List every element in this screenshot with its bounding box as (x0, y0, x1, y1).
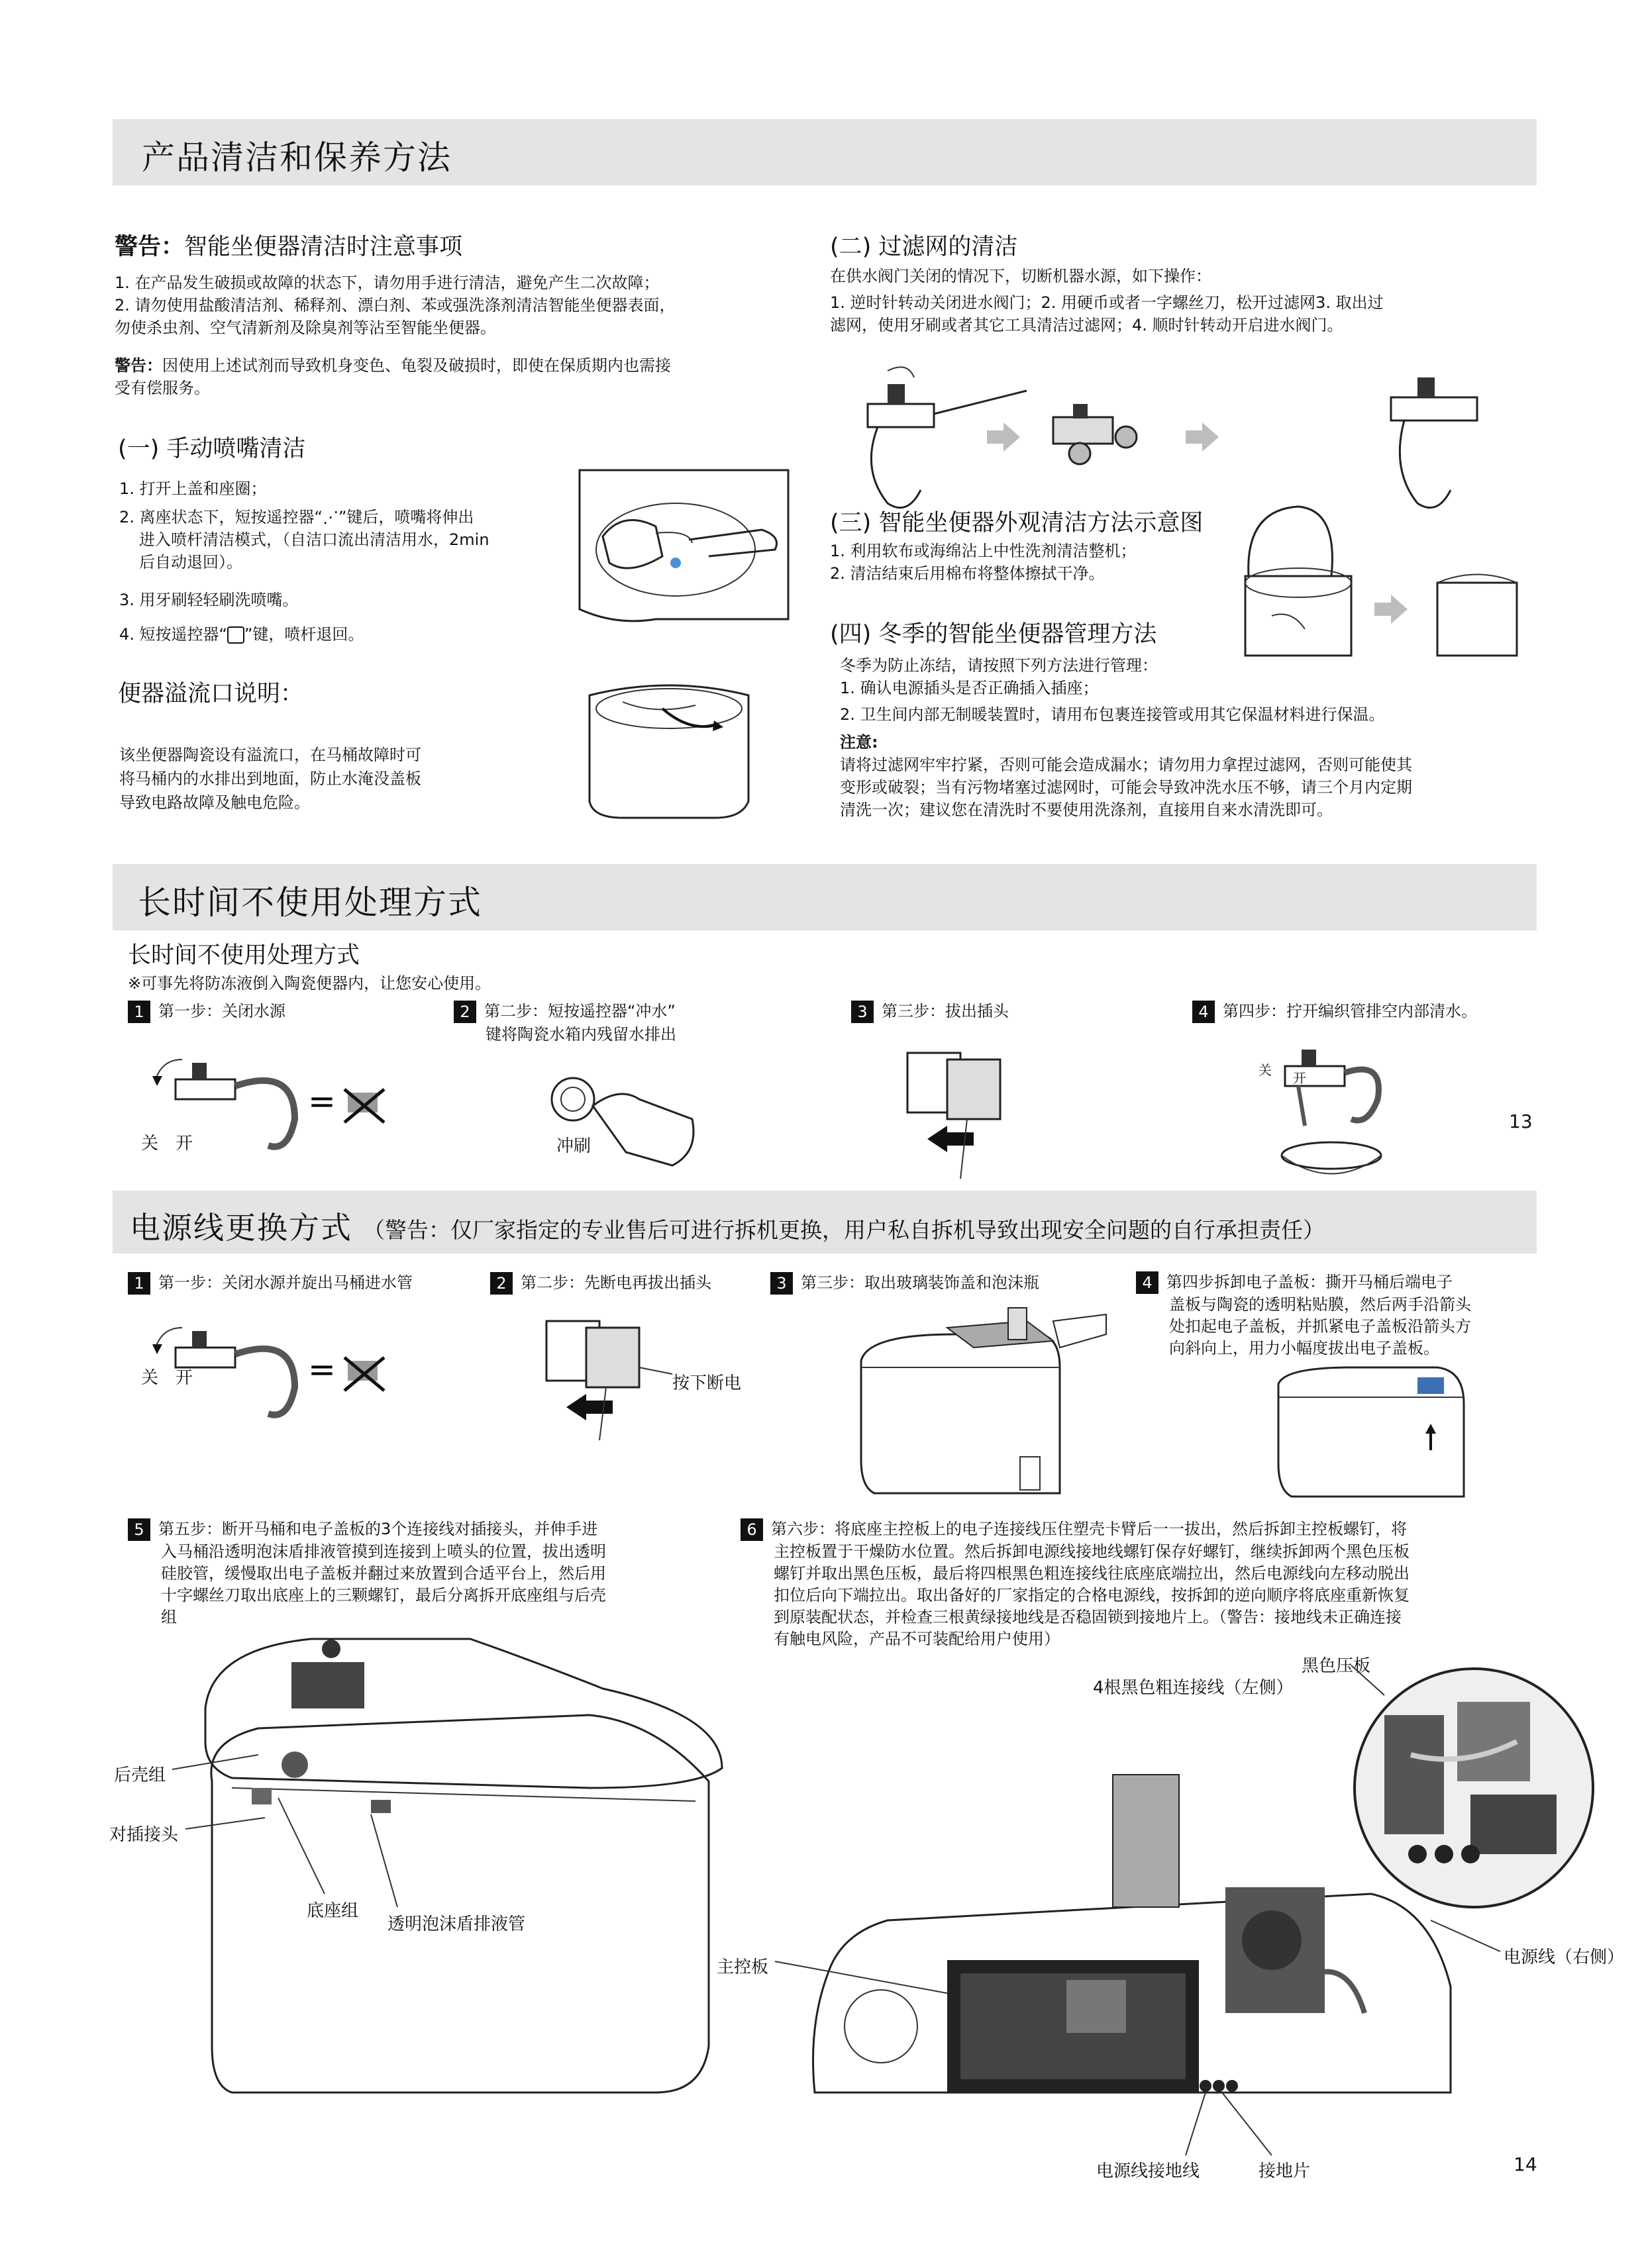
callout-ground-wire: 电源线接地线 (1096, 2161, 1200, 2181)
filter-text: 在供水阀门关闭的情况下，切断机器水源，如下操作： 1. 逆时针转动关闭进水阀门；2. 用硬币或者一字螺丝刀，松开过滤网3. 取出过 滤网，使用牙刷或者其它工具清洁过滤网；4. 顺时针转动开启进水阀门。 (830, 267, 1384, 334)
callout-rear-shell: 后壳组 (114, 1765, 166, 1785)
callout-connector: 对插接头 (109, 1825, 179, 1845)
flush-label: 冲刷 (556, 1136, 591, 1156)
long-term-step-3: 3 第三步：拔出插头 (851, 1000, 1009, 1023)
power-step-3: 3 第三步：取出玻璃装饰盖和泡沫瓶 (770, 1271, 1039, 1295)
warning-heading: 警告：智能坐便器清洁时注意事项 (115, 234, 463, 260)
power-off-label: 按下断电 (672, 1373, 742, 1393)
nozzle-cleaning-title: (一) 手动喷嘴清洁 (118, 436, 306, 462)
exterior-title: (三) 智能坐便器外观清洁方法示意图 (830, 510, 1204, 536)
overflow-title: 便器溢流口说明： (118, 681, 304, 707)
callout-four-wires: 4根黑色粗连接线（左侧） (1093, 1678, 1294, 1698)
valve-label-open: 开 (176, 1368, 193, 1388)
long-term-step-2: 2 第二步：短按遥控器“冲水” 键将陶瓷水箱内残留水排出 (454, 1000, 676, 1046)
power-cord-warning: （警告：仅厂家指定的专业售后可进行拆机更换，用户私自拆机导致出现安全问题的自行承担责任） (363, 1217, 1325, 1243)
long-term-subtitle: 长时间不使用处理方式 (128, 942, 360, 969)
callout-power-cord: 电源线（右侧） (1504, 1948, 1625, 1967)
overflow-text: 该坐便器陶瓷设有溢流口，在马桶故障时可 将马桶内的水排出到地面，防止水淹没盖板 导致电路故障及触电危险。 (119, 746, 421, 812)
svg-text:=: = (308, 1082, 336, 1120)
callout-main-board: 主控板 (717, 1957, 769, 1977)
power-step-4: 4 第四步拆卸电子盖板：撕开马桶后端电子 盖板与陶瓷的透明粘贴膜，然后两手沿箭头 处扣起电子盖板，并抓紧电子盖板沿箭头方 向斜向上，用力小幅度拔出电子盖板。 (1136, 1271, 1471, 1359)
power-step-2: 2 第二步：先断电再拔出插头 (490, 1271, 711, 1295)
svg-text:=: = (308, 1350, 336, 1389)
power-step-6: 6 第六步：将底座主控板上的电子连接线压住塑壳卡臂后一一拔出，然后拆卸主控板螺钉，将 主控板置于干燥防水位置。然后拆卸电源线接地线螺钉保存好螺钉，继续拆卸两个黑色压板 螺钉并取出黑色压板，最后将四根黑色粗连接线往底座底端拉出，然后电源线向左移动脱出 扣位后向下端拉出。取出备好的厂家指定的合格电源线，按拆卸的逆向顺序将底座重新恢复 到原装配状态，并检查三根黄绿接地线是否稳固锁到接地片上。（警告：接地线未正确连接 有触电风险，产品不可装配给用户使用） (741, 1518, 1549, 1650)
warning-note: 警告：因使用上述试剂而导致机身变色、龟裂及破损时，即使在保质期内也需接 受有偿服务。 (115, 356, 671, 397)
callout-ground-plate: 接地片 (1259, 2161, 1311, 2181)
section-title: 电源线更换方式 (130, 1210, 352, 1246)
power-step-1: 1 第一步：关闭水源并旋出马桶进水管 (128, 1271, 413, 1295)
page-number-13: 13 (1509, 1110, 1533, 1132)
section-title: 长时间不使用处理方式 (138, 883, 482, 922)
power-step-5: 5 第五步：断开马桶和电子盖板的3个连接线对插接头，并伸手进 入马桶沿透明泡沫盾排液管摸到连接到上喷头的位置，拔出透明 硅胶管，缓慢取出电子盖板并翻过来放置到合适平台上，然后用 十字螺丝刀取出底座上的三颗螺钉，最后分离拆开底座组与后壳 组 (128, 1518, 724, 1628)
warning-list: 1. 在产品发生破损或故障的状态下，请勿用手进行清洁，避免产生二次故障； 2. 请勿使用盐酸清洁剂、稀释剂、漂白剂、苯或强洗涤剂清洁智能坐便器表面， 勿使杀虫剂、空气清新剂及除臭剂等沾至智能坐便器。 (115, 273, 676, 337)
nozzle-clean-icon: ⋰ (322, 508, 338, 526)
valve-label-open: 开 (176, 1134, 193, 1154)
nozzle-steps: 1. 打开上盖和座圈； 2. 离座状态下，短按遥控器“⋰”键后，喷嘴将伸出 进入喷杆清洁模式，（自洁口流出清洁用水，2min 后自动退回）。 3. 用牙刷轻轻刷洗喷嘴。 4. 短按遥控器“ ”键，喷杆退回。 (119, 479, 489, 644)
valve-label-close: 关 (141, 1134, 159, 1154)
section-title: 产品清洁和保养方法 (142, 138, 452, 177)
long-term-step-1: 1 第一步：关闭水源 (128, 1000, 285, 1023)
winter-text: 冬季为防止冻结，请按照下列方法进行管理： 1. 确认电源插头是否正确插入插座； 2. 卫生间内部无制暖装置时，请用布包裹连接管或用其它保温材料进行保温。 注意: 请将过滤网牢牢拧紧，否则可能会造成漏水；请勿用力拿捏过滤网，否则可能使其 变形或破裂；当有污物堵塞过滤网时，可能会导致冲洗水压不够，请三个月内定期 清洗一次；建议您在清洗时不要使用洗涤剂，直接用自来水清洗即可。 (840, 656, 1412, 819)
page-number-14: 14 (1514, 2153, 1537, 2175)
drain-label-close: 关 (1259, 1062, 1272, 1078)
winter-title: (四) 冬季的智能坐便器管理方法 (830, 621, 1157, 648)
valve-label-close: 关 (141, 1368, 159, 1388)
exterior-text: 1. 利用软布或海绵沾上中性洗剂清洁整机； 2. 清洁结束后用棉布将整体擦拭干净。 (830, 542, 1137, 583)
callout-base: 底座组 (307, 1901, 359, 1921)
filter-title: (二) 过滤网的清洁 (830, 234, 1018, 260)
antifreeze-note: ※可事先将防冻液倒入陶瓷便器内，让您安心使用。 (128, 974, 491, 993)
long-term-step-4: 4 第四步：拧开编织管排空内部清水。 (1192, 1000, 1477, 1023)
drain-label-open: 开 (1293, 1070, 1306, 1086)
callout-drain-tube: 透明泡沫盾排液管 (387, 1914, 526, 1934)
callout-black-plate: 黑色压板 (1302, 1656, 1371, 1676)
